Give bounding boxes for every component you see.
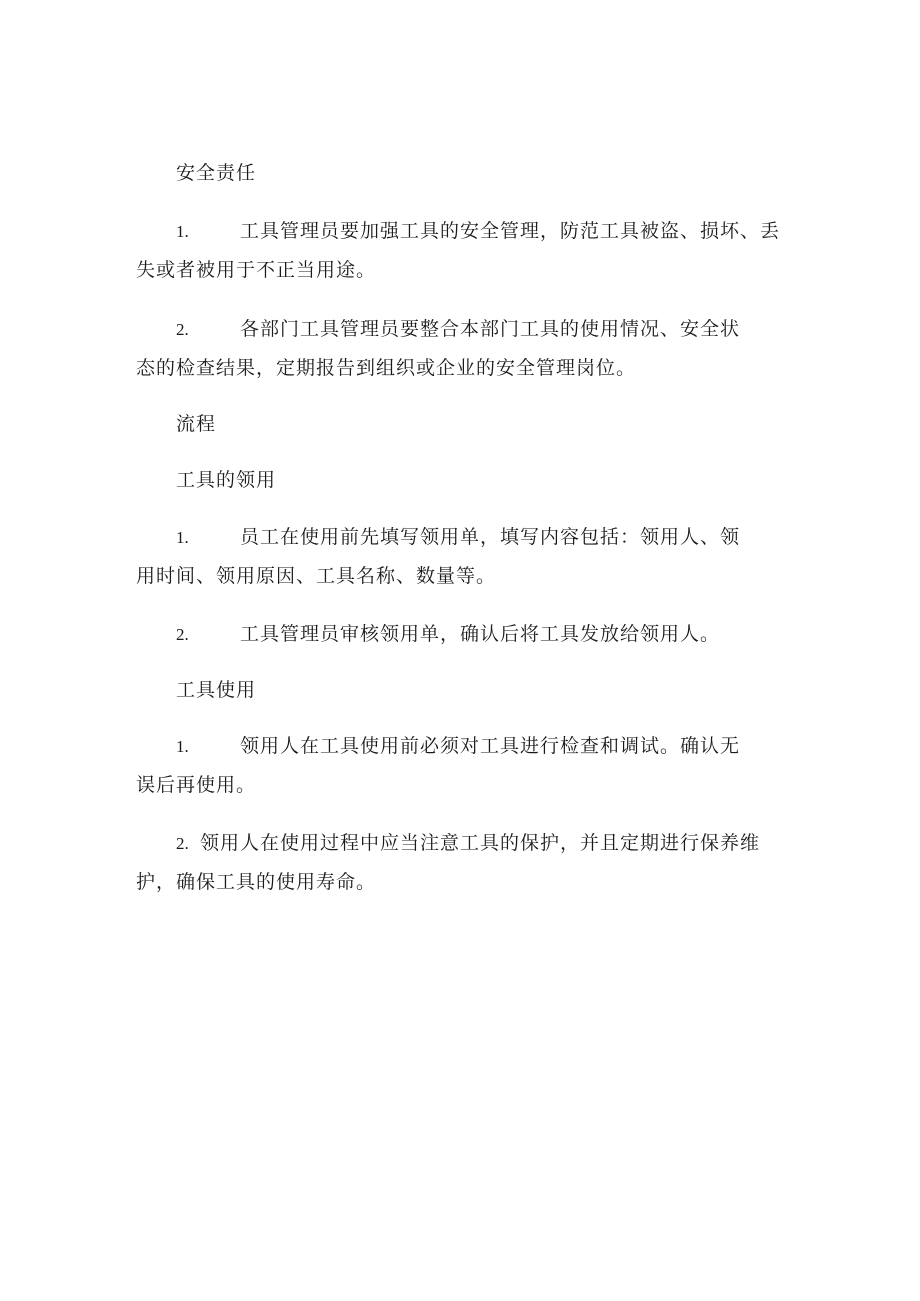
borrow-item-1-line-1: 员工在使用前先填写领用单，填写内容包括：领用人、领 <box>240 526 741 548</box>
safety-item-1-line-1: 工具管理员要加强工具的安全管理，防范工具被盗、损坏、丢 <box>240 220 781 242</box>
safety-item-2-line-2: 态的检查结果，定期报告到组织或企业的安全管理岗位。 <box>136 357 637 379</box>
safety-item-1-line-2: 失或者被用于不正当用途。 <box>136 259 377 281</box>
borrow-item-2-number: 2. <box>176 625 189 644</box>
section-title-process: 流程 <box>176 413 217 435</box>
borrow-item-1-line-2: 用时间、领用原因、工具名称、数量等。 <box>136 565 497 587</box>
section-title-usage: 工具使用 <box>176 679 257 701</box>
usage-item-1-line-2: 误后再使用。 <box>136 774 257 796</box>
section-title-safety: 安全责任 <box>176 162 257 184</box>
usage-item-2-line-2: 护，确保工具的使用寿命。 <box>136 871 377 893</box>
borrow-item-1-number: 1. <box>176 528 189 547</box>
safety-item-2-number: 2. <box>176 320 189 339</box>
borrow-item-2-line-1: 工具管理员审核领用单，确认后将工具发放给领用人。 <box>240 623 721 645</box>
usage-item-1-line-1: 领用人在工具使用前必须对工具进行检查和调试。确认无 <box>240 735 741 757</box>
usage-item-1-number: 1. <box>176 737 189 756</box>
safety-item-1-number: 1. <box>176 222 189 241</box>
safety-item-2-line-1: 各部门工具管理员要整合本部门工具的使用情况、安全状 <box>240 318 741 340</box>
usage-item-2-number: 2. <box>176 834 189 853</box>
section-title-borrow: 工具的领用 <box>176 469 277 491</box>
usage-item-2-line-1: 领用人在使用过程中应当注意工具的保护，并且定期进行保养维 <box>200 832 761 854</box>
